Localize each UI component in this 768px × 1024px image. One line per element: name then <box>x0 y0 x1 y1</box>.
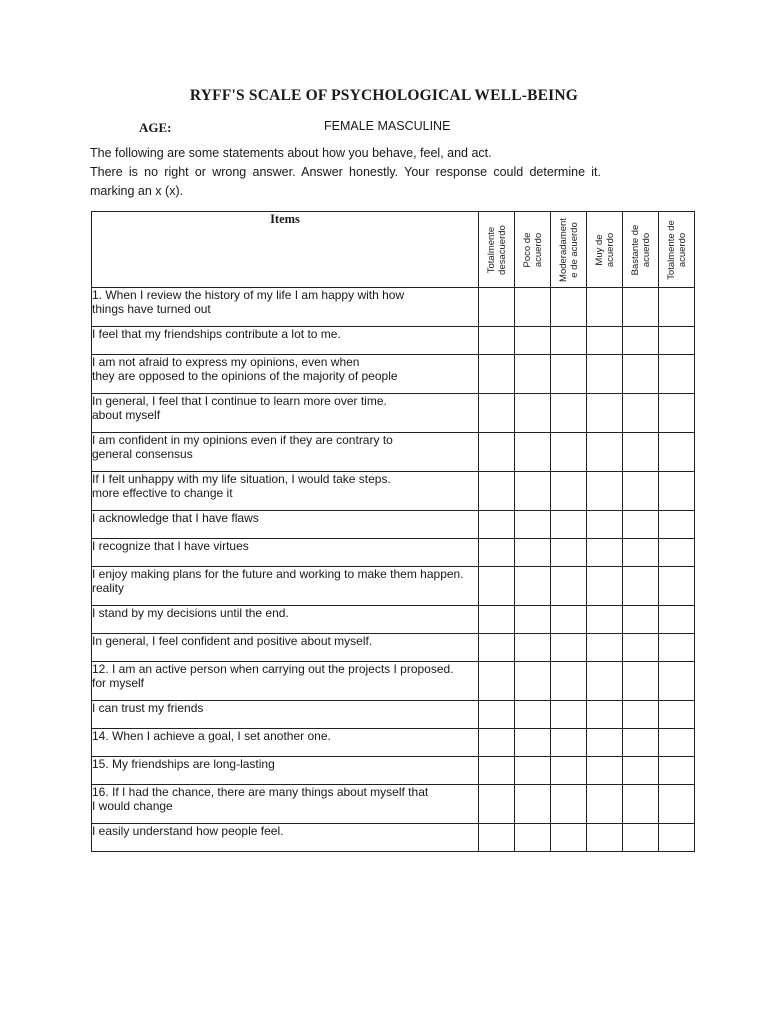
column-header-label: Bastante de acuerdo <box>629 224 652 275</box>
item-statement: 12. I am an active person when carrying out the projects I proposed. for myself <box>92 662 479 701</box>
answer-box[interactable] <box>587 433 623 472</box>
answer-box[interactable] <box>479 511 515 539</box>
answer-box[interactable] <box>515 327 551 355</box>
answer-box[interactable] <box>587 394 623 433</box>
column-header-poco-de-acuerdo <box>515 212 551 288</box>
answer-box[interactable] <box>479 288 515 327</box>
answer-box[interactable] <box>659 539 695 567</box>
answer-box[interactable] <box>515 288 551 327</box>
column-header-label: Muy de acuerdo <box>593 232 616 267</box>
item-statement: I am not afraid to express my opinions, even when they are opposed to the opinions of the majority of people <box>92 355 479 394</box>
answer-box[interactable] <box>479 606 515 634</box>
table-row <box>92 472 695 511</box>
answer-box[interactable] <box>515 539 551 567</box>
answer-box[interactable] <box>515 785 551 824</box>
item-statement: 16. If I had the chance, there are many things about myself that I would change <box>92 785 479 824</box>
table-row <box>92 288 695 327</box>
answer-box[interactable] <box>623 327 659 355</box>
item-statement: I acknowledge that I have flaws <box>92 511 479 539</box>
page-title: RYFF'S SCALE OF PSYCHOLOGICAL WELL-BEING <box>189 87 579 104</box>
instructions <box>90 144 601 201</box>
age-label: AGE: <box>139 120 172 135</box>
answer-box[interactable] <box>587 606 623 634</box>
answer-box[interactable] <box>623 288 659 327</box>
table-row <box>92 824 695 852</box>
answer-box[interactable] <box>659 824 695 852</box>
item-statement: In general, I feel confident and positive about myself. <box>92 634 479 662</box>
answer-box[interactable] <box>479 433 515 472</box>
answer-box[interactable] <box>659 662 695 701</box>
answer-box[interactable] <box>587 288 623 327</box>
table-row <box>92 511 695 539</box>
answer-box[interactable] <box>623 511 659 539</box>
answer-box[interactable] <box>623 433 659 472</box>
answer-box[interactable] <box>587 567 623 606</box>
answer-box[interactable] <box>515 701 551 729</box>
column-header-label: Totalmente desacuerdo <box>485 224 508 275</box>
column-header-totalmente-desacuerdo <box>479 212 515 288</box>
answer-box[interactable] <box>623 539 659 567</box>
rating-table <box>91 211 695 852</box>
answer-box[interactable] <box>479 634 515 662</box>
answer-box[interactable] <box>659 729 695 757</box>
table-row <box>92 634 695 662</box>
answer-box[interactable] <box>659 394 695 433</box>
answer-box[interactable] <box>587 662 623 701</box>
answer-box[interactable] <box>623 567 659 606</box>
answer-box[interactable] <box>587 785 623 824</box>
table-row <box>92 394 695 433</box>
table-row <box>92 327 695 355</box>
table-row <box>92 355 695 394</box>
item-statement: I stand by my decisions until the end. <box>92 606 479 634</box>
answer-box[interactable] <box>551 757 587 785</box>
answer-box[interactable] <box>587 511 623 539</box>
answer-box[interactable] <box>623 757 659 785</box>
answer-box[interactable] <box>587 327 623 355</box>
answer-box[interactable] <box>623 394 659 433</box>
column-header-label: Poco de acuerdo <box>521 232 544 267</box>
answer-box[interactable] <box>623 472 659 511</box>
answer-box[interactable] <box>479 539 515 567</box>
answer-box[interactable] <box>515 433 551 472</box>
header-row <box>92 212 695 288</box>
item-statement: I recognize that I have virtues <box>92 539 479 567</box>
column-header-label: Totalmente de acuerdo <box>665 219 688 280</box>
answer-box[interactable] <box>551 701 587 729</box>
answer-box[interactable] <box>551 394 587 433</box>
answer-box[interactable] <box>479 757 515 785</box>
answer-box[interactable] <box>623 701 659 729</box>
answer-box[interactable] <box>479 327 515 355</box>
answer-box[interactable] <box>515 729 551 757</box>
item-statement: In general, I feel that I continue to learn more over time. about myself <box>92 394 479 433</box>
answer-box[interactable] <box>659 433 695 472</box>
answer-box[interactable] <box>623 785 659 824</box>
table-row <box>92 785 695 824</box>
column-header-label: Moderadament e de acuerdo <box>557 217 580 282</box>
answer-box[interactable] <box>551 472 587 511</box>
answer-box[interactable] <box>659 634 695 662</box>
answer-box[interactable] <box>479 472 515 511</box>
gender-options: FEMALE MASCULINE <box>324 119 451 133</box>
item-statement: I feel that my friendships contribute a lot to me. <box>92 327 479 355</box>
item-statement: 1. When I review the history of my life I am happy with how things have turned out <box>92 288 479 327</box>
items-column-header: Items <box>92 212 479 288</box>
table-row <box>92 567 695 606</box>
answer-box[interactable] <box>659 511 695 539</box>
answer-box[interactable] <box>479 785 515 824</box>
answer-box[interactable] <box>515 662 551 701</box>
answer-box[interactable] <box>515 472 551 511</box>
answer-box[interactable] <box>551 567 587 606</box>
answer-box[interactable] <box>479 355 515 394</box>
answer-box[interactable] <box>587 472 623 511</box>
column-header-totalmente-de-acuerdo <box>659 212 695 288</box>
instruction-line: The following are some statements about how you behave, feel, and act. <box>90 146 492 160</box>
answer-box[interactable] <box>659 701 695 729</box>
table-row <box>92 757 695 785</box>
column-header-muy-de-acuerdo <box>587 212 623 288</box>
answer-box[interactable] <box>659 567 695 606</box>
answer-box[interactable] <box>551 539 587 567</box>
answer-box[interactable] <box>659 472 695 511</box>
item-statement: 14. When I achieve a goal, I set another one. <box>92 729 479 757</box>
answer-box[interactable] <box>551 433 587 472</box>
answer-box[interactable] <box>515 757 551 785</box>
answer-box[interactable] <box>587 729 623 757</box>
answer-box[interactable] <box>515 394 551 433</box>
instruction-line: marking an x (x). <box>90 184 184 198</box>
answer-box[interactable] <box>623 634 659 662</box>
answer-box[interactable] <box>551 785 587 824</box>
column-header-moderadamente-de-acuerdo <box>551 212 587 288</box>
answer-box[interactable] <box>479 662 515 701</box>
answer-box[interactable] <box>623 606 659 634</box>
answer-box[interactable] <box>587 824 623 852</box>
answer-box[interactable] <box>551 355 587 394</box>
answer-box[interactable] <box>659 327 695 355</box>
answer-box[interactable] <box>515 634 551 662</box>
answer-box[interactable] <box>551 729 587 757</box>
item-statement: I can trust my friends <box>92 701 479 729</box>
answer-box[interactable] <box>479 824 515 852</box>
answer-box[interactable] <box>623 729 659 757</box>
answer-box[interactable] <box>587 701 623 729</box>
answer-box[interactable] <box>587 634 623 662</box>
answer-box[interactable] <box>479 701 515 729</box>
answer-box[interactable] <box>659 757 695 785</box>
answer-box[interactable] <box>551 606 587 634</box>
answer-box[interactable] <box>515 824 551 852</box>
answer-box[interactable] <box>479 394 515 433</box>
answer-box[interactable] <box>515 606 551 634</box>
answer-box[interactable] <box>659 355 695 394</box>
item-statement: If I felt unhappy with my life situation, I would take steps. more effective to change it <box>92 472 479 511</box>
table-row <box>92 729 695 757</box>
answer-box[interactable] <box>659 606 695 634</box>
table-row <box>92 662 695 701</box>
item-statement: I am confident in my opinions even if they are contrary to general consensus <box>92 433 479 472</box>
answer-box[interactable] <box>551 824 587 852</box>
answer-box[interactable] <box>515 511 551 539</box>
answer-box[interactable] <box>551 634 587 662</box>
answer-box[interactable] <box>587 539 623 567</box>
instruction-line: There is no right or wrong answer. Answer honestly. Your response could determine it. <box>90 165 601 179</box>
answer-box[interactable] <box>551 662 587 701</box>
item-statement: I enjoy making plans for the future and working to make them happen. reality <box>92 567 479 606</box>
table-row <box>92 433 695 472</box>
answer-box[interactable] <box>659 288 695 327</box>
answer-box[interactable] <box>551 327 587 355</box>
answer-box[interactable] <box>623 662 659 701</box>
answer-box[interactable] <box>623 355 659 394</box>
answer-box[interactable] <box>515 355 551 394</box>
answer-box[interactable] <box>551 288 587 327</box>
table-row <box>92 539 695 567</box>
item-statement: 15. My friendships are long-lasting <box>92 757 479 785</box>
column-header-bastante-de-acuerdo <box>623 212 659 288</box>
answer-box[interactable] <box>551 511 587 539</box>
answer-box[interactable] <box>479 567 515 606</box>
item-statement: I easily understand how people feel. <box>92 824 479 852</box>
answer-box[interactable] <box>587 757 623 785</box>
table-row <box>92 606 695 634</box>
answer-box[interactable] <box>515 567 551 606</box>
table-row <box>92 701 695 729</box>
answer-box[interactable] <box>479 729 515 757</box>
answer-box[interactable] <box>623 824 659 852</box>
answer-box[interactable] <box>659 785 695 824</box>
answer-box[interactable] <box>587 355 623 394</box>
